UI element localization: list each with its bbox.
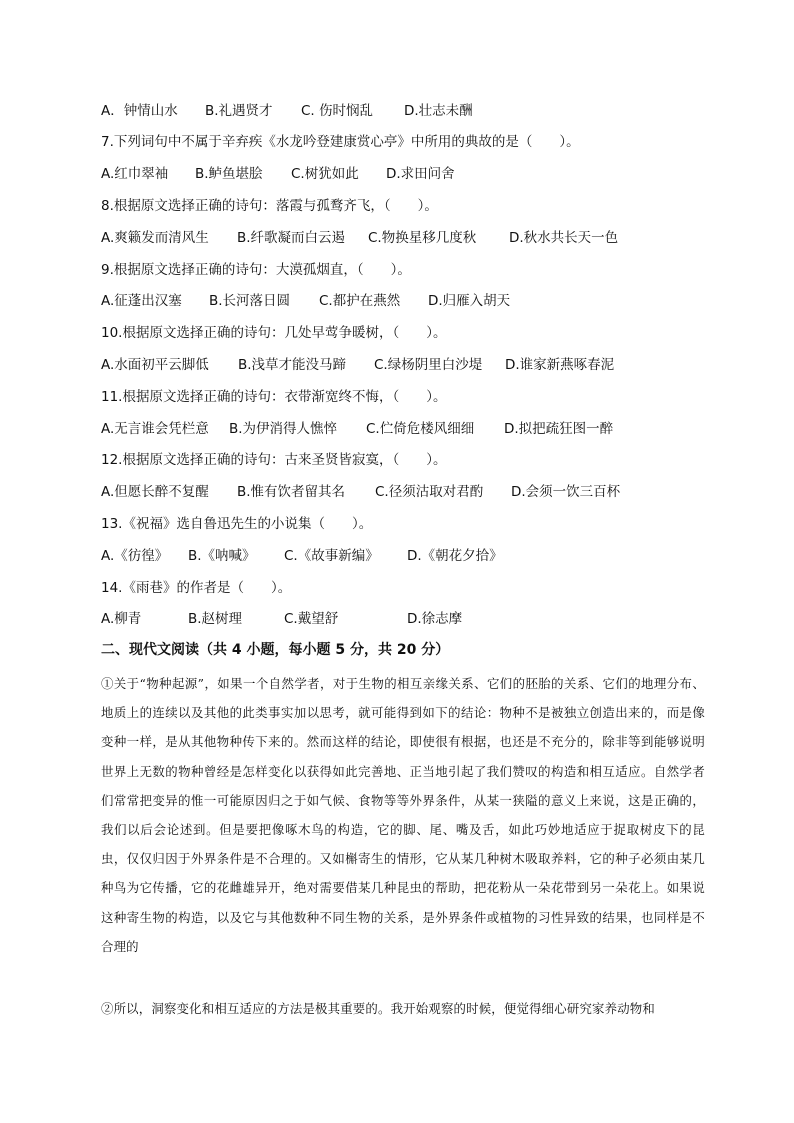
q7-option-c: C.树犹如此 — [291, 166, 359, 182]
q9-option-c: C.都护在燕然 — [319, 293, 401, 309]
q14-options — [101, 609, 462, 629]
q8-option-b: B.纤歌凝而白云遏 — [237, 230, 346, 246]
q8-stem: 8.根据原文选择正确的诗句：落霞与孤鹜齐飞，（ ）。 — [101, 198, 438, 214]
q8-option-d: D.秋水共长天一色 — [509, 230, 619, 246]
q11-option-d: D.拟把疏狂图一醉 — [504, 421, 614, 437]
q6-options — [101, 101, 473, 121]
q12-option-a: A.但愿长醉不复醒 — [101, 484, 209, 500]
q10-option-a: A.水面初平云脚低 — [101, 357, 209, 373]
q12-option-b: B.惟有饮者留其名 — [237, 484, 346, 500]
q11-option-b: B.为伊消得人憔悴 — [229, 421, 338, 437]
q6-option-b: B.礼遇贤才 — [205, 103, 273, 119]
q9-options — [101, 291, 510, 311]
q13-options — [101, 546, 503, 566]
q14-option-c: C.戴望舒 — [284, 611, 339, 627]
q8-options — [101, 228, 618, 248]
q13-stem: 13.《祝福》选自鲁迅先生的小说集（ ）。 — [101, 516, 373, 532]
q9-option-b: B.长河落日圆 — [209, 293, 291, 309]
q9-option-a: A.征蓬出汉塞 — [101, 293, 182, 309]
q13-option-c: C.《故事新编》 — [284, 548, 379, 564]
q10-option-c: C.绿杨阴里白沙堤 — [374, 357, 483, 373]
q14-option-d: D.徐志摩 — [407, 611, 463, 627]
q14-option-b: B.赵树理 — [188, 611, 243, 627]
q14-option-a: A.柳青 — [101, 611, 142, 627]
q12-option-c: C.径须沽取对君酌 — [375, 484, 484, 500]
q12-stem: 12.根据原文选择正确的诗句：古来圣贤皆寂寞，（ ）。 — [101, 452, 447, 468]
q11-options — [101, 419, 613, 439]
q9-stem: 9.根据原文选择正确的诗句：大漠孤烟直，（ ）。 — [101, 262, 411, 278]
q11-stem: 11.根据原文选择正确的诗句：衣带渐宽终不悔，（ ）。 — [101, 389, 447, 405]
q14-stem: 14.《雨巷》的作者是（ ）。 — [101, 580, 292, 596]
q11-option-a: A.无言谁会凭栏意 — [101, 421, 209, 437]
q7-option-a: A.红巾翠袖 — [101, 166, 169, 182]
q13-option-b: B.《呐喊》 — [188, 548, 256, 564]
q13-option-d: D.《朝花夕拾》 — [407, 548, 503, 564]
q10-option-b: B.浅草才能没马蹄 — [238, 357, 347, 373]
q6-option-d: D.壮志未酬 — [404, 103, 473, 119]
q12-option-d: D.会须一饮三百杯 — [511, 484, 621, 500]
q10-stem: 10.根据原文选择正确的诗句：几处早莺争暖树，（ ）。 — [101, 325, 447, 341]
q13-option-a: A.《彷徨》 — [101, 548, 169, 564]
q10-option-d: D.谁家新燕啄春泥 — [505, 357, 615, 373]
q8-option-c: C.物换星移几度秋 — [368, 230, 477, 246]
passage-paragraph-2: ②所以，洞察变化和相互适应的方法是极其重要的。我开始观察的时候，便觉得细心研究家养动物和 — [101, 1001, 655, 1016]
q11-option-c: C.伫倚危楼风细细 — [366, 421, 475, 437]
q9-option-d: D.归雁入胡天 — [428, 293, 511, 309]
q10-options — [101, 355, 614, 375]
passage-paragraph-1: ①关于“物种起源”，如果一个自然学者，对于生物的相互亲缘关系、它们的胚胎的关系、它们的地理分布、地质上的连续以及其他的此类事实加以思考，就可能得到如下的结论：物种不是被独立创造出来的，而是像变种一样，是从其他物种传下来的。然而这样的结论，即使很有根据，也还是不充分的，除非等到能够说明世界上无数的物种曾经是怎样变化以获得如此完善地、正当地引起了我们赞叹的构造和相互适应。自然学者们常常把变异的惟一可能原因归之于如气候、食物等等外界条件，从某一狭隘的意义上来说，这是正确的，我们以后会论述到。但是要把像啄木鸟的构造，它的脚、尾、嘴及舌，如此巧妙地适应于捉取树皮下的昆虫，仅仅归因于外界条件是不合理的。又如槲寄生的情形，它从某几种树木吸取养料，它的种子必须由某几种鸟为它传播，它的花雌雄异开，绝对需要借某几种昆虫的帮助，把花粉从一朵花带到另一朵花上。如果说这种寄生物的构造，以及它与其他数种不同生物的关系，是外界条件或植物的习性异致的结果，也同样是不合理的 — [101, 676, 705, 954]
section-2-title: 二、现代文阅读（共 4 小题，每小题 5 分，共 20 分） — [101, 642, 450, 658]
q7-stem: 7.下列词句中不属于辛弃疾《水龙吟登建康赏心亭》中所用的典故的是（ ）。 — [101, 134, 580, 150]
q7-options — [101, 164, 455, 184]
q12-options — [101, 482, 620, 502]
q6-option-a: A．钟情山水 — [101, 103, 178, 119]
q6-option-c: C. 伤时悯乱 — [301, 103, 374, 119]
q7-option-b: B.鲈鱼堪脍 — [195, 166, 263, 182]
q7-option-d: D.求田问舍 — [386, 166, 455, 182]
q8-option-a: A.爽籁发而清风生 — [101, 230, 209, 246]
